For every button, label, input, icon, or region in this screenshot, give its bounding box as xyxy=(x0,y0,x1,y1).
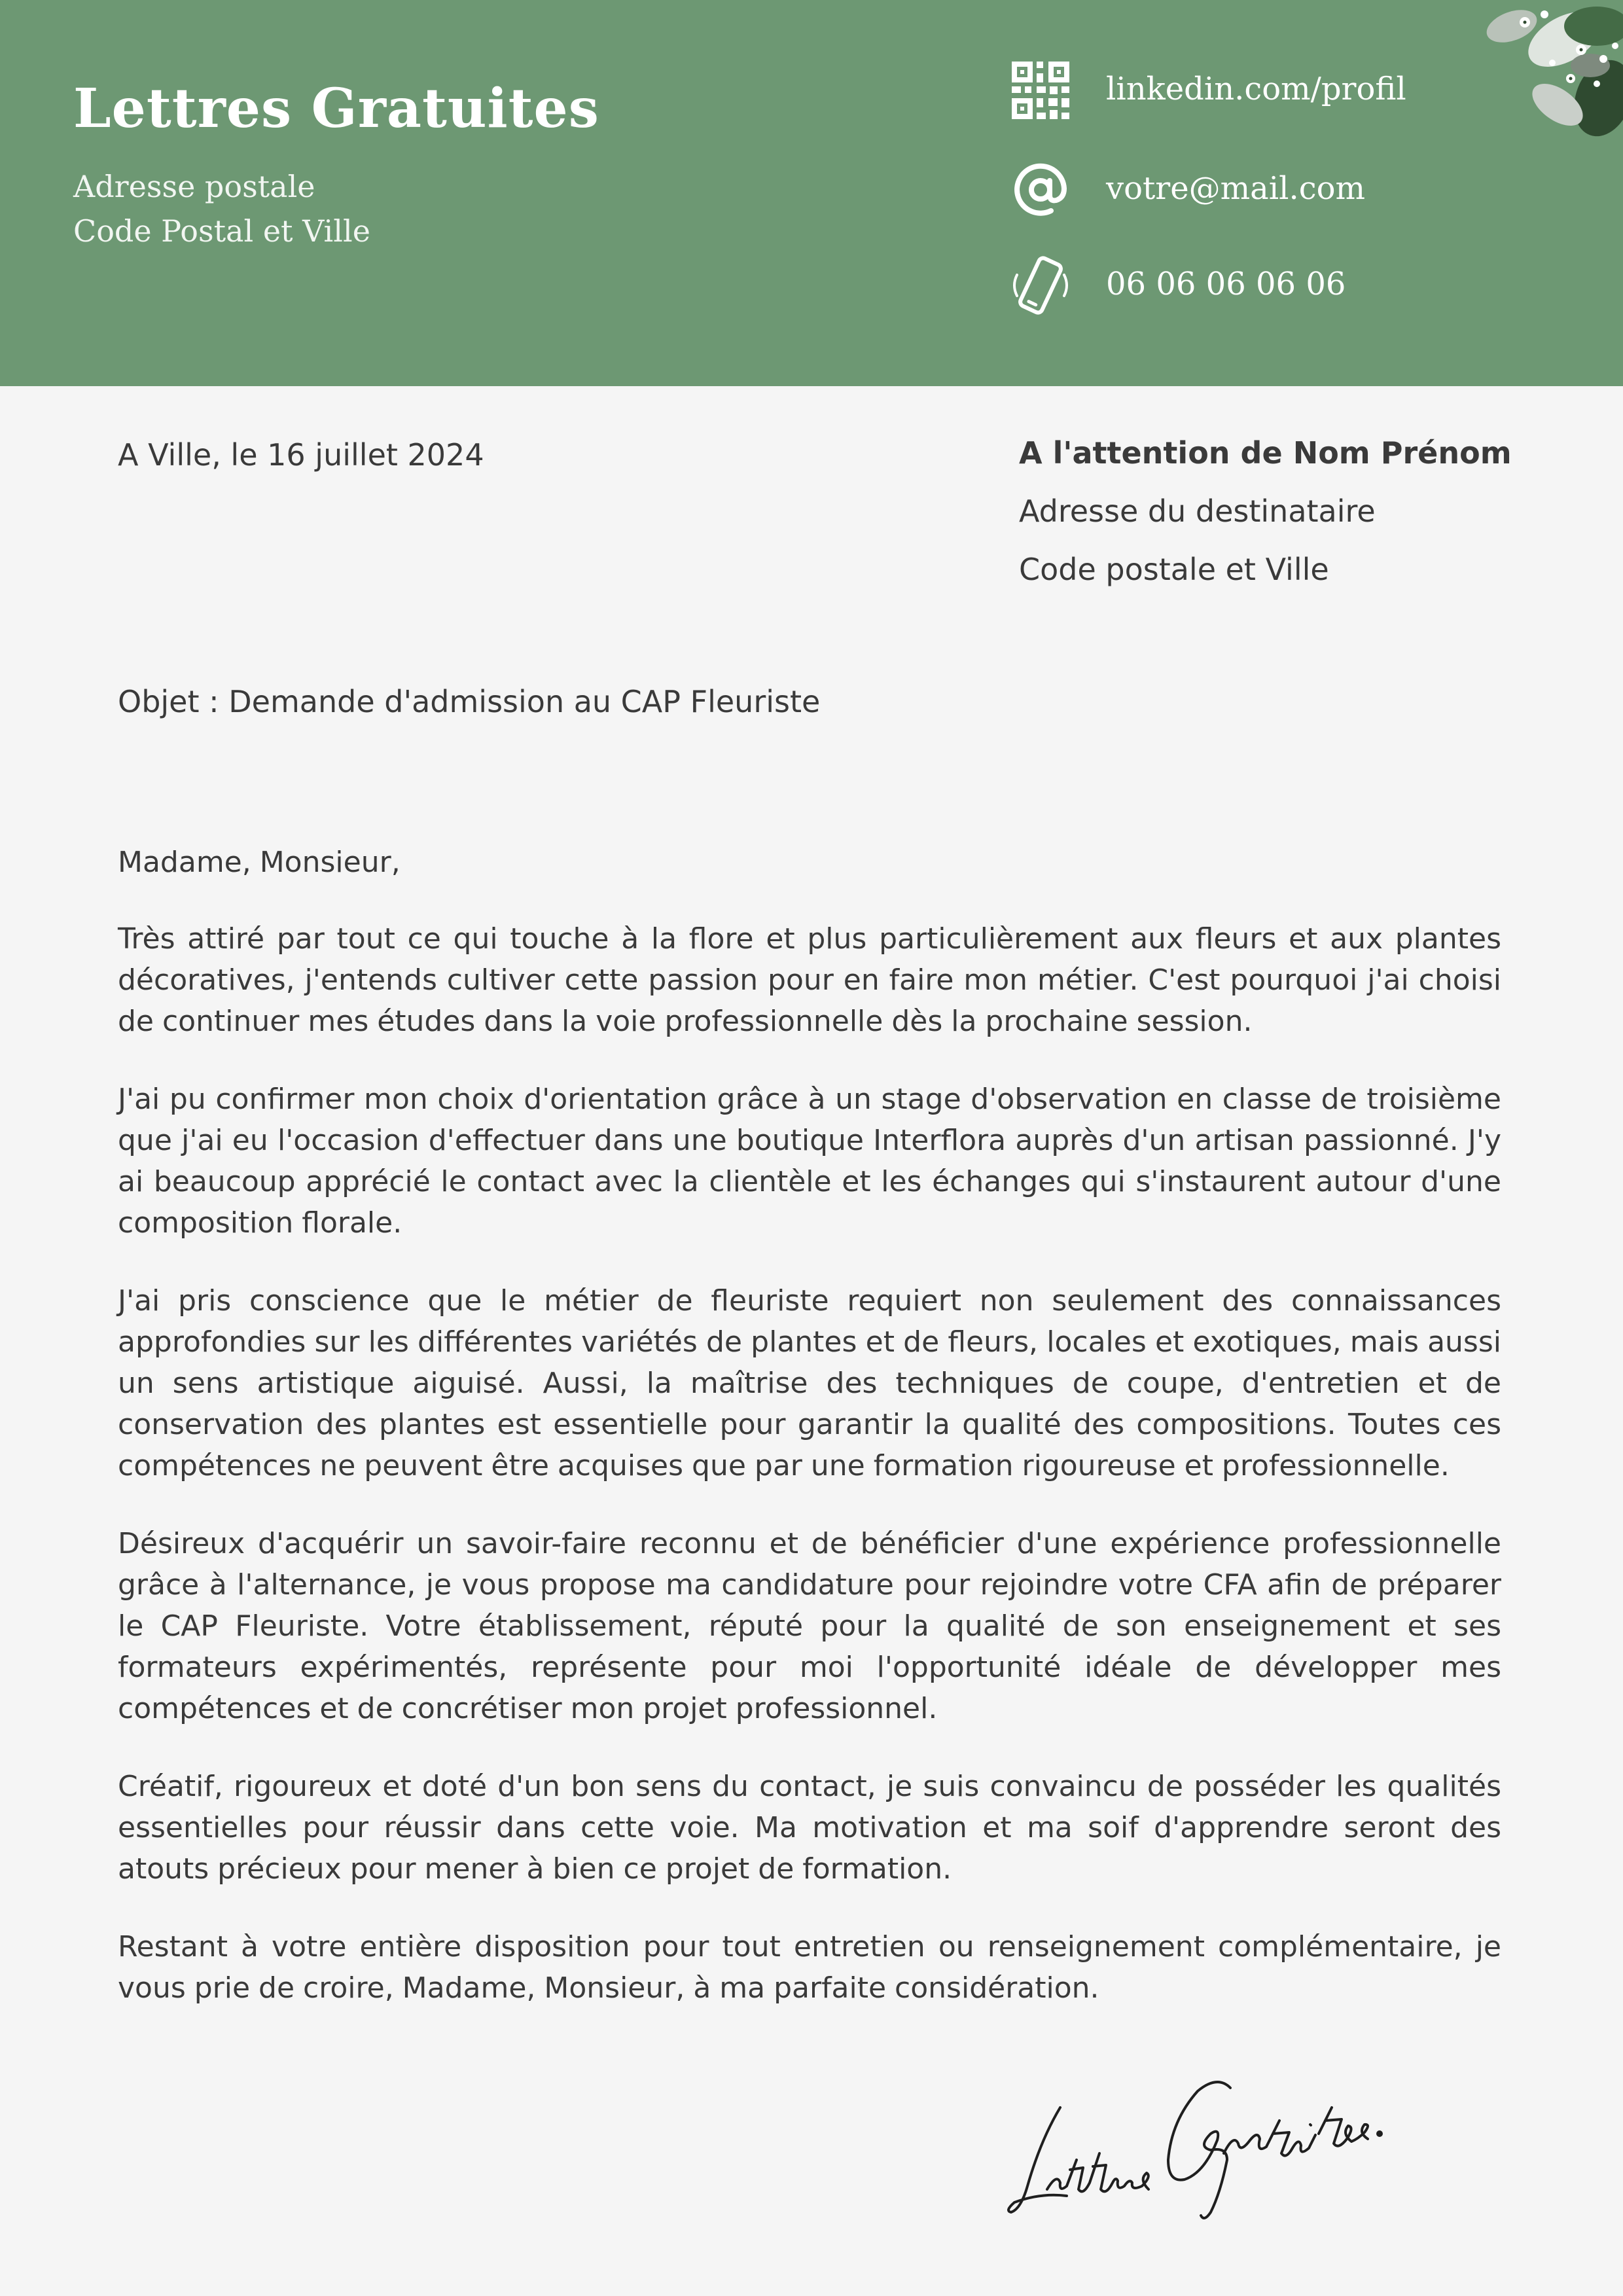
letter-body xyxy=(118,842,1501,2045)
qr-code-icon xyxy=(1008,58,1073,123)
header-banner xyxy=(0,0,1623,386)
handwritten-signature xyxy=(1001,2062,1387,2225)
body-paragraph: J'ai pris conscience que le métier de fleuriste requiert non seulement des connaissances approfondies sur les différentes variétés de plantes et de fleurs, locales et exotiques, mais aussi un sens artistique aiguisé. Aussi, la maîtrise des techniques de coupe, d'entretien et de conservation des plantes est essentielle pour garantir la qualité des compositions. Toutes ces compétences ne peuvent être acquises que par une formation rigoureuse et professionnelle. xyxy=(118,1284,1501,1482)
recipient-name: A l'attention de Nom Prénom xyxy=(1019,435,1512,471)
phone-text[interactable]: 06 06 06 06 06 xyxy=(1106,266,1346,302)
contact-email xyxy=(1008,157,1479,229)
flower-decoration-icon xyxy=(1466,0,1623,157)
sender-name: Lettres Gratuites xyxy=(73,77,599,140)
salutation: Madame, Monsieur, xyxy=(118,846,401,879)
recipient-city: Code postale et Ville xyxy=(1019,552,1329,587)
body-paragraph: J'ai pu confirmer mon choix d'orientation grâce à un stage d'observation en classe de troisième que j'ai eu l'occasion d'effectuer dans une boutique Interflora auprès d'un artisan passionné. J'y ai beaucoup apprécié le contact avec la clientèle et les échanges qui s'instaurent autour d'une composition florale. xyxy=(118,1083,1501,1240)
sender-address: Adresse postale xyxy=(73,169,315,204)
recipient-address: Adresse du destinataire xyxy=(1019,493,1376,529)
letter-date: A Ville, le 16 juillet 2024 xyxy=(118,437,484,473)
contact-linkedin xyxy=(1008,58,1479,130)
body-paragraph: Très attiré par tout ce qui touche à la flore et plus particulièrement aux fleurs et aux plantes décoratives, j'entends cultiver cette passion pour en faire mon métier. C'est pourquoi j'ai choisi de continuer mes études dans la voie professionnelle dès la prochaine session. xyxy=(118,922,1501,1038)
at-sign-icon xyxy=(1008,157,1073,223)
sender-city: Code Postal et Ville xyxy=(73,213,370,249)
recipient-block xyxy=(1019,435,1543,610)
body-paragraph: Restant à votre entière disposition pour tout entretien ou renseignement complémentaire, je vous prie de croire, Madame, Monsieur, à ma parfaite considération. xyxy=(118,1930,1501,2005)
body-paragraph: Créatif, rigoureux et doté d'un bon sens du contact, je suis convaincu de posséder les qualités essentielles pour réussir dans cette voie. Ma motivation et ma soif d'apprendre seront des atouts précieux pour mener à bien ce projet de formation. xyxy=(118,1770,1501,1886)
letter-subject: Objet : Demande d'admission au CAP Fleuriste xyxy=(118,684,821,719)
phone-icon xyxy=(1008,253,1073,318)
linkedin-text[interactable]: linkedin.com/profil xyxy=(1106,71,1406,107)
body-paragraph: Désireux d'acquérir un savoir-faire reconnu et de bénéficier d'une expérience professionnelle grâce à l'alternance, je vous propose ma candidature pour rejoindre votre CFA afin de préparer le CAP Fleuriste. Votre établissement, réputé pour la qualité de son enseignement et ses formateurs expérimentés, représente pour moi l'opportunité idéale de développer mes compétences et de concrétiser mon projet professionnel. xyxy=(118,1527,1501,1725)
contact-phone xyxy=(1008,253,1479,325)
email-text[interactable]: votre@mail.com xyxy=(1106,170,1366,207)
